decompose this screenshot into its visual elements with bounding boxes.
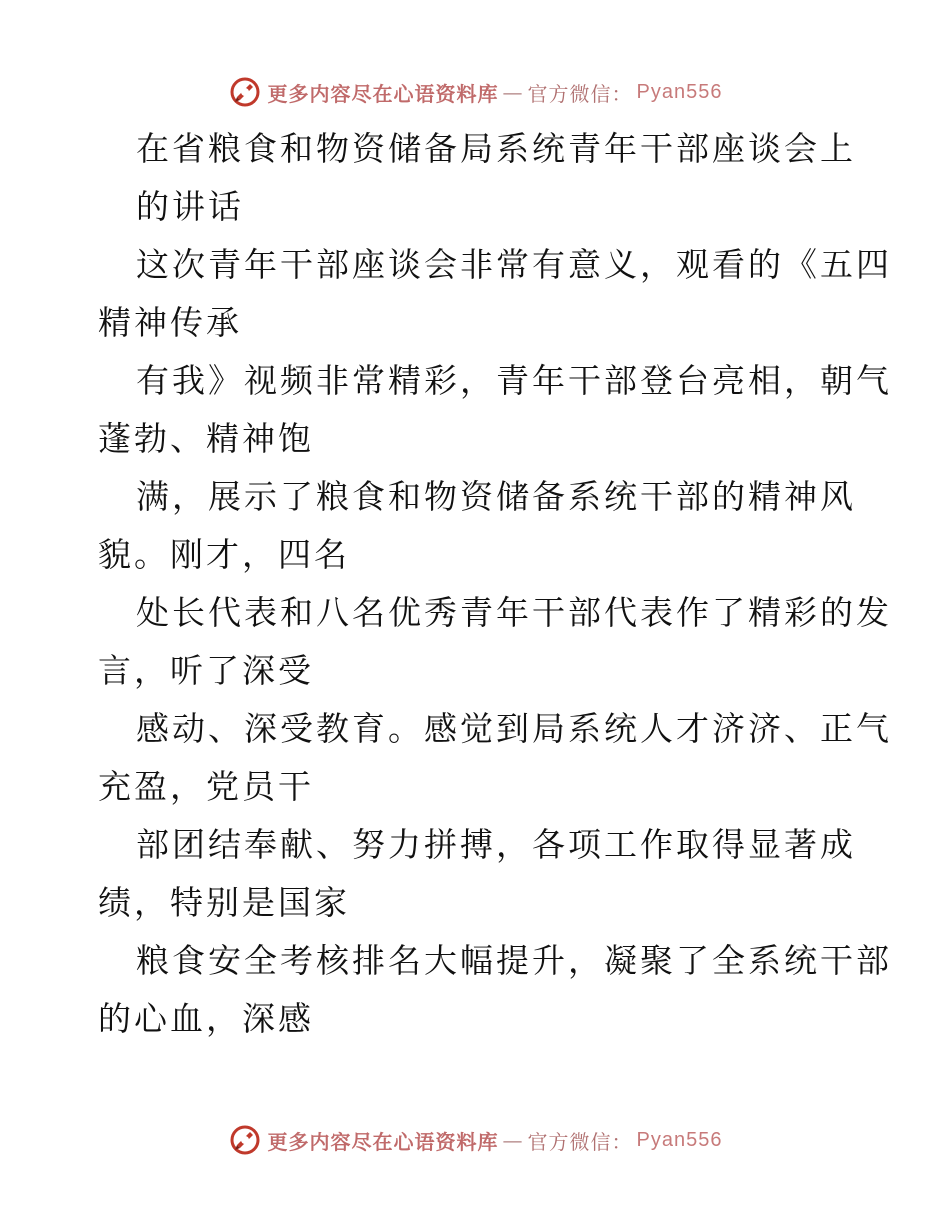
header-banner xyxy=(0,70,950,114)
document-body xyxy=(98,120,892,1048)
body-line: 感动、深受教育。感觉到局系统人才济济、正气 xyxy=(136,709,892,748)
body-line: 部团结奉献、努力拼搏，各项工作取得显著成 xyxy=(136,825,856,864)
body-line: 有我》视频非常精彩，青年干部登台亮相，朝气 xyxy=(136,361,892,400)
body-line: 粮食安全考核排名大幅提升，凝聚了全系统干部 xyxy=(136,941,892,980)
body-line: 绩，特别是国家 xyxy=(98,883,350,922)
banner-wechat-id: Pyan556 xyxy=(636,80,723,103)
body-line: 这次青年干部座谈会非常有意义，观看的《五四 xyxy=(136,245,892,284)
banner-title: 更多内容尽在心语资料库 xyxy=(267,81,499,106)
footer-banner xyxy=(0,1118,950,1162)
body-line: 充盈，党员干 xyxy=(98,767,314,806)
pen-logo-icon xyxy=(228,75,262,109)
banner-title: 更多内容尽在心语资料库 xyxy=(267,1129,499,1154)
body-line: 处长代表和八名优秀青年干部代表作了精彩的发 xyxy=(136,593,892,632)
body-line: 貌。刚才，四名 xyxy=(98,535,350,574)
title-line-1: 在省粮食和物资储备局系统青年干部座谈会上 xyxy=(136,129,856,168)
banner-dash: — xyxy=(502,1128,524,1152)
body-line: 言，听了深受 xyxy=(98,651,314,690)
pen-logo-icon xyxy=(228,1123,262,1157)
banner-wechat-label: 官方微信： xyxy=(527,1129,633,1154)
banner-wechat-id: Pyan556 xyxy=(636,1128,723,1151)
body-line: 的心血，深感 xyxy=(98,999,314,1038)
body-line: 精神传承 xyxy=(98,303,242,342)
banner-wechat-label: 官方微信： xyxy=(527,81,633,106)
body-line: 蓬勃、精神饱 xyxy=(98,419,314,458)
title-line-2: 的讲话 xyxy=(136,187,244,226)
banner-dash: — xyxy=(502,80,524,104)
body-line: 满，展示了粮食和物资储备系统干部的精神风 xyxy=(136,477,856,516)
